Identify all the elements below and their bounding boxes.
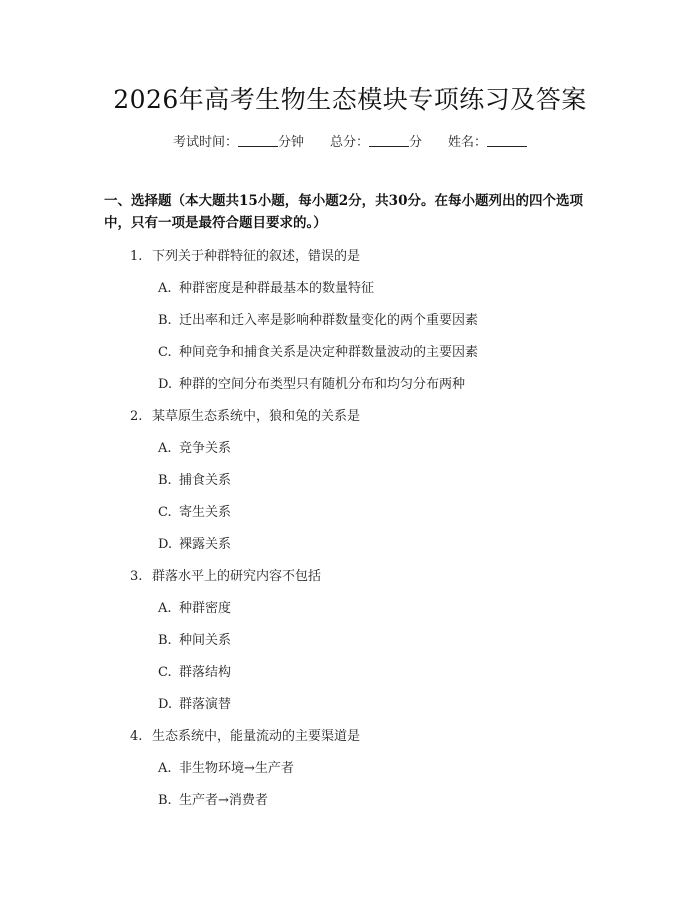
page-title: 2026年高考生物生态模块专项练习及答案 xyxy=(113,85,587,114)
question-number: 2. xyxy=(130,409,143,424)
option-text: 种群密度 xyxy=(179,601,232,616)
question-number: 3. xyxy=(130,569,143,584)
option xyxy=(158,309,478,328)
option-letter: B. xyxy=(158,793,172,808)
option-text: 种群密度是种群最基本的数量特征 xyxy=(179,281,375,296)
exam-info-line xyxy=(0,131,700,150)
option-letter: A. xyxy=(158,281,172,296)
option xyxy=(158,757,294,776)
option-text: 寄生关系 xyxy=(179,505,232,520)
option-letter: A. xyxy=(158,441,172,456)
section-heading: 一、选择题（本大题共15小题，每小题2分，共30分。在每小题列出的四个选项中，只有一项是最符合题目要求的。） xyxy=(104,193,583,231)
option xyxy=(158,661,231,680)
option-text: 迁出率和迁入率是影响种群数量变化的两个重要因素 xyxy=(179,313,479,328)
option xyxy=(158,501,231,520)
option-letter: B. xyxy=(158,313,172,328)
question-number: 4. xyxy=(130,729,143,744)
time-unit: 分钟 xyxy=(277,135,304,150)
option-letter: C. xyxy=(158,505,172,520)
question-stem xyxy=(130,245,360,264)
option-letter: A. xyxy=(158,761,172,776)
question-text: 群落水平上的研究内容不包括 xyxy=(152,569,322,584)
option xyxy=(158,789,268,808)
option-letter: A. xyxy=(158,601,172,616)
score-label: 总分： xyxy=(329,135,369,150)
option-text: 群落结构 xyxy=(179,665,232,680)
option-text: 生产者→消费者 xyxy=(179,793,268,808)
option xyxy=(158,533,231,552)
option xyxy=(158,597,231,616)
option-text: 群落演替 xyxy=(179,697,232,712)
option xyxy=(158,373,465,392)
time-label: 考试时间： xyxy=(172,135,238,150)
option-letter: C. xyxy=(158,345,172,360)
option-text: 非生物环境→生产者 xyxy=(179,761,294,776)
question-stem xyxy=(130,565,321,584)
option-letter: D. xyxy=(158,537,173,552)
question-text: 下列关于种群特征的叙述，错误的是 xyxy=(152,249,361,264)
option-text: 种间竞争和捕食关系是决定种群数量波动的主要因素 xyxy=(179,345,479,360)
option-text: 种群的空间分布类型只有随机分布和均匀分布两种 xyxy=(179,377,466,392)
option-text: 种间关系 xyxy=(179,633,232,648)
option xyxy=(158,693,231,712)
question-stem xyxy=(130,405,360,424)
option-letter: D. xyxy=(158,377,173,392)
question-text: 某草原生态系统中，狼和兔的关系是 xyxy=(152,409,361,424)
question-stem xyxy=(130,725,360,744)
score-blank xyxy=(369,134,409,147)
option-letter: C. xyxy=(158,665,172,680)
name-blank xyxy=(487,134,527,147)
option xyxy=(158,469,231,488)
option-letter: B. xyxy=(158,633,172,648)
time-blank xyxy=(238,134,278,147)
option-text: 捕食关系 xyxy=(179,473,232,488)
question-number: 1. xyxy=(130,249,143,264)
score-unit: 分 xyxy=(409,135,423,150)
name-label: 姓名： xyxy=(448,135,488,150)
option xyxy=(158,277,374,296)
option xyxy=(158,629,231,648)
option xyxy=(158,341,478,360)
question-text: 生态系统中，能量流动的主要渠道是 xyxy=(152,729,361,744)
option-text: 裸露关系 xyxy=(179,537,232,552)
option-letter: B. xyxy=(158,473,172,488)
option xyxy=(158,437,231,456)
option-letter: D. xyxy=(158,697,173,712)
option-text: 竞争关系 xyxy=(179,441,232,456)
